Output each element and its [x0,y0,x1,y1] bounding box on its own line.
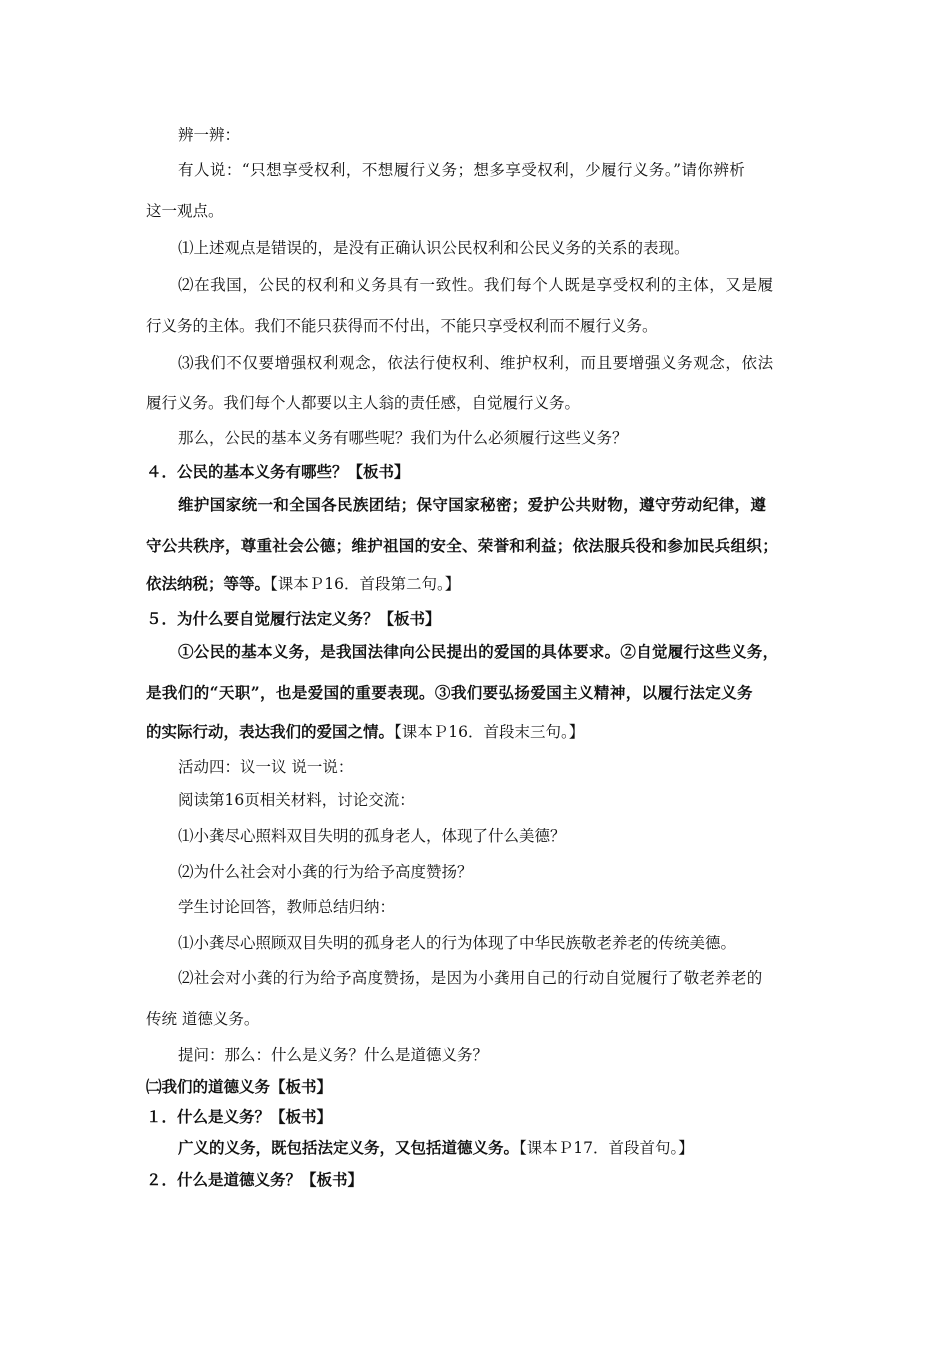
paragraph-line: 辨一辨： [178,126,241,144]
emphasis-text: 的实际行动，表达我们的爱国之情。 [146,722,395,741]
paragraph-line: 履行义务。我们每个人都要以主人翁的责任感，自觉履行义务。 [146,394,581,412]
paragraph-line: 那么，公民的基本义务有哪些呢？我们为什么必须履行这些义务？ [178,429,628,447]
emphasis-text: 依法纳税；等等。 [146,574,271,593]
paragraph-line: 是我们的“天职”，也是爱国的重要表现。③我们要弘扬爱国主义精神，以履行法定义务 [146,683,753,702]
paragraph-line: 学生讨论回答，教师总结归纳： [178,898,396,916]
paragraph-line [146,574,460,594]
paragraph-line: ①公民的基本义务，是我国法律向公民提出的爱国的具体要求。②自觉履行这些义务， [178,642,779,661]
emphasis-text: 广义的义务，既包括法定义务，又包括道德义务。 [178,1138,520,1157]
textbook-reference: 【课本Ｐ17．首段首句。】 [519,1139,694,1157]
section-heading: ㈡我们的道德义务【板书】 [146,1077,333,1096]
section-heading: １．什么是义务？【板书】 [146,1107,333,1126]
paragraph-line: 有人说：“只想享受权利，不想履行义务；想多享受权利，少履行义务。”请你辨析 [178,161,746,179]
paragraph-line: 活动四：议一议 说一说： [178,758,354,776]
paragraph-line: 行义务的主体。我们不能只获得而不付出，不能只享受权利而不履行义务。 [146,317,658,335]
paragraph-line: ⑴小龚尽心照料双目失明的孤身老人，体现了什么美德？ [178,827,566,845]
paragraph-line: ⑵社会对小龚的行为给予高度赞扬，是因为小龚用自己的行动自觉履行了敬老养老的 [178,969,763,987]
section-heading: ４．公民的基本义务有哪些？【板书】 [146,462,410,481]
paragraph-line [178,1138,694,1158]
paragraph-line [146,722,584,742]
paragraph-line: 这一观点。 [146,202,224,220]
paragraph-line: ⑵为什么社会对小龚的行为给予高度赞扬？ [178,863,473,881]
section-heading: ５．为什么要自觉履行法定义务？【板书】 [146,609,441,628]
paragraph-line: 守公共秩序，尊重社会公德；维护祖国的安全、荣誉和利益；依法服兵役和参加民兵组织； [146,536,779,555]
paragraph-line: ⑶我们不仅要增强权利观念，依法行使权利、维护权利，而且要增强义务观念，依法 [178,354,774,372]
paragraph-line: ⑴上述观点是错误的，是没有正确认识公民权利和公民义务的关系的表现。 [178,239,690,257]
paragraph-line: 提问：那么：什么是义务？什么是道德义务？ [178,1046,489,1064]
paragraph-line: ⑴小龚尽心照顾双目失明的孤身老人的行为体现了中华民族敬老养老的传统美德。 [178,934,737,952]
paragraph-line: 阅读第16页相关材料，讨论交流： [178,791,415,809]
paragraph-line: 传统 道德义务。 [146,1010,260,1028]
textbook-reference: 【课本Ｐ16．首段末三句。】 [394,723,585,741]
paragraph-line: ⑵在我国，公民的权利和义务具有一致性。我们每个人既是享受权利的主体，又是履 [178,276,774,294]
section-heading: ２．什么是道德义务？【板书】 [146,1170,364,1189]
textbook-reference: 【课本Ｐ16．首段第二句。】 [270,575,461,593]
paragraph-line: 维护国家统一和全国各民族团结；保守国家秘密；爱护公共财物，遵守劳动纪律，遵 [178,495,767,514]
